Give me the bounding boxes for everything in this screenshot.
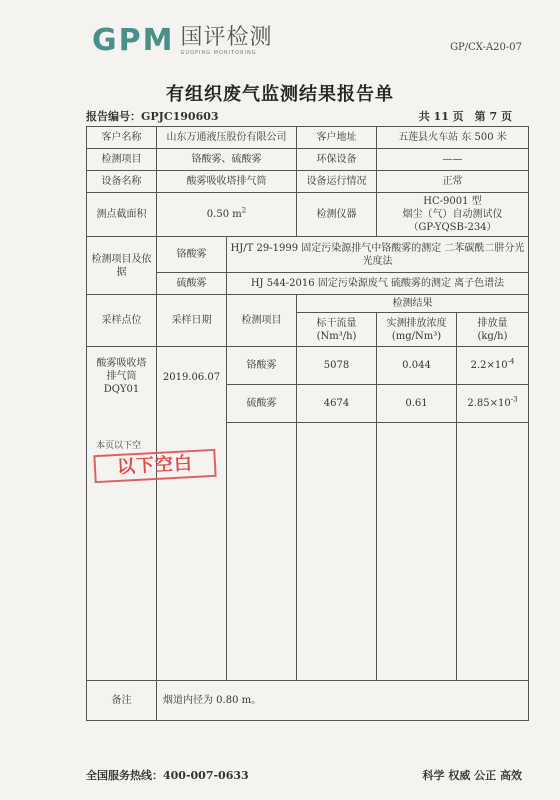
- device-operation-label: 设备运行情况: [297, 171, 377, 193]
- client-address-label: 客户地址: [297, 127, 377, 149]
- client-address-value: 五莲县火车站 东 500 米: [377, 127, 529, 149]
- instrument-value: [377, 193, 529, 237]
- sampling-date-value: 2019.06.07: [157, 347, 227, 681]
- header-flow-unit: (Nm³/h): [316, 330, 357, 342]
- blank-below-note: 本页以下空: [96, 441, 142, 451]
- header-rate-unit: (kg/h): [477, 330, 508, 342]
- section-area-number: 0.50 m: [206, 209, 242, 220]
- env-equipment-label: 环保设备: [297, 149, 377, 171]
- header-flow: [297, 313, 377, 347]
- logo-chinese-name: 国评检测: [180, 25, 273, 50]
- instrument-label: 检测仪器: [297, 193, 377, 237]
- empty-cell: [377, 423, 457, 681]
- instrument-model: HC-9001 型: [423, 196, 482, 207]
- test-item-value: 铬酸雾、硫酸雾: [157, 149, 297, 171]
- result-rate-chromic: [457, 347, 529, 385]
- company-logo: [92, 23, 273, 58]
- instrument-name: 烟尘（气）自动测试仪: [402, 209, 503, 220]
- header-rate-label: 排放量: [477, 317, 508, 329]
- header-sampling-point: 采样点位: [87, 295, 157, 347]
- page-count: 共 11 页 第 7 页: [418, 110, 512, 123]
- env-equipment-value: ——: [377, 149, 529, 171]
- section-area-value: [157, 193, 297, 237]
- logo-subtitle: GUOPING MONITORING: [180, 50, 257, 56]
- report-title: 有组织废气监测结果报告单: [166, 84, 394, 105]
- device-name-label: 设备名称: [87, 171, 157, 193]
- device-operation-value: 正常: [377, 171, 529, 193]
- remarks-value: 烟道内径为 0.80 m。: [157, 681, 529, 721]
- basis-label: 检测项目及依据: [87, 237, 157, 295]
- header-rate: [457, 313, 529, 347]
- test-item-label: 检测项目: [87, 149, 157, 171]
- client-name-label: 客户名称: [87, 127, 157, 149]
- result-flow-chromic: 5078: [297, 347, 377, 385]
- document-code: GP/CX-A20-07: [450, 42, 522, 53]
- empty-cell: [227, 423, 297, 681]
- result-rate-sulfuric: [457, 385, 529, 423]
- empty-cell: [457, 423, 529, 681]
- result-item-sulfuric: 硫酸雾: [227, 385, 297, 423]
- header-concentration: [377, 313, 457, 347]
- service-hotline: 全国服务热线：400-007-0633: [86, 769, 249, 782]
- section-area-label: 测点截面积: [87, 193, 157, 237]
- basis-item-chromic: 铬酸雾: [157, 237, 227, 273]
- report-table: [86, 126, 529, 721]
- basis-item-sulfuric: 硫酸雾: [157, 273, 227, 295]
- empty-cell: [297, 423, 377, 681]
- client-name-value: 山东万通液压股份有限公司: [157, 127, 297, 149]
- header-concentration-label: 实测排放浓度: [386, 317, 447, 329]
- device-name-value: 酸雾吸收塔排气筒: [157, 171, 297, 193]
- slogan: 科学 权威 公正 高效: [422, 769, 522, 782]
- header-test-item: 检测项目: [227, 295, 297, 347]
- logo-gpm-text: GPM: [92, 23, 175, 58]
- result-item-chromic: 铬酸雾: [227, 347, 297, 385]
- result-flow-sulfuric: 4674: [297, 385, 377, 423]
- basis-standard-chromic: HJ/T 29-1999 固定污染源排气中铬酸雾的测定 二苯碳酰二肼分光光度法: [227, 237, 529, 273]
- instrument-id: （GP-YQSB-234）: [408, 222, 497, 233]
- sampling-point-line3: DQY01: [103, 384, 140, 395]
- sampling-point-value: [87, 347, 157, 681]
- result-concentration-sulfuric: 0.61: [377, 385, 457, 423]
- result-rate-sulfuric-base: 2.85×10: [467, 398, 511, 409]
- header-sampling-date: 采样日期: [157, 295, 227, 347]
- report-number: 报告编号：GPJC190603: [86, 110, 219, 123]
- result-concentration-chromic: 0.044: [377, 347, 457, 385]
- result-rate-sulfuric-exp: -3: [510, 395, 518, 404]
- header-flow-label: 标干流量: [316, 317, 357, 329]
- basis-standard-sulfuric: HJ 544-2016 固定污染源废气 硫酸雾的测定 离子色谱法: [227, 273, 529, 295]
- blank-below-stamp: 以下空白: [93, 449, 216, 483]
- sampling-point-line1: 酸雾吸收塔: [96, 358, 147, 369]
- result-rate-chromic-exp: -4: [507, 357, 515, 366]
- header-test-results: 检测结果: [297, 295, 529, 313]
- section-area-superscript: 2: [241, 206, 247, 215]
- result-rate-chromic-base: 2.2×10: [470, 360, 508, 371]
- remarks-label: 备注: [87, 681, 157, 721]
- sampling-point-line2: 排气筒: [106, 371, 137, 382]
- header-concentration-unit: (mg/Nm³): [391, 330, 442, 342]
